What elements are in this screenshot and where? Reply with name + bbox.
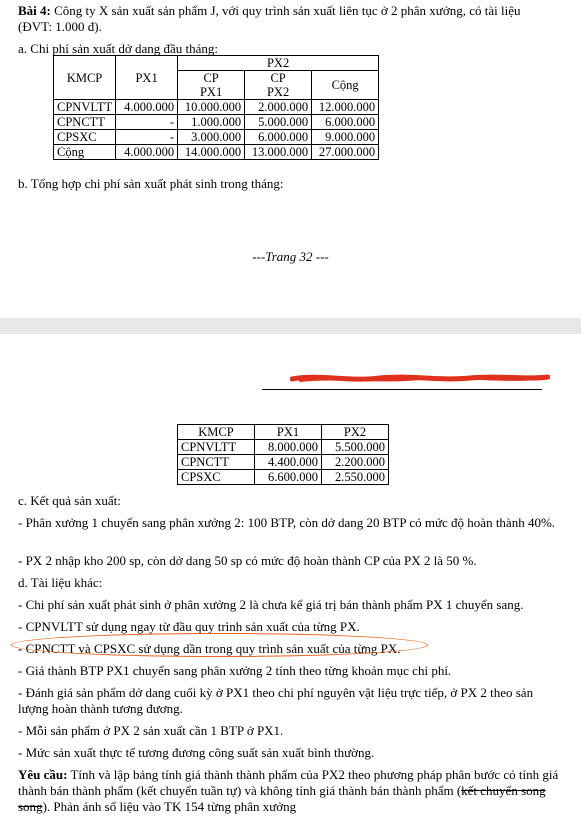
other-info-item: - CPNVLTT sử dụng ngay từ đầu quy trình sản xuất của từng PX. [18,619,360,634]
problem-intro [18,3,568,19]
document-page-1 [0,0,581,318]
opening-wip-table [53,55,379,160]
requirement-text: Tính và lập bảng tính giá thành thành phẩm của PX2 theo phương pháp phân bước có tính giá thành bán thành phẩm (kết chuyển tuần tự) và không tính giá thành bán thành phẩm ( [18,767,559,798]
header-kmcp: KMCP [54,56,116,100]
section-c-heading: c. Kết quả sản xuất: [18,493,121,508]
header-rule [262,389,542,390]
requirement-label: Yêu cầu: [18,767,68,782]
period-costs-table: KMCP PX1 PX2 CPNVLTT 8.000.000 5.500.000 CPNCTT 4.400.000 2.200.000 CPSXC 6.600.000 2.550.000 [177,424,389,485]
requirement-paragraph [18,767,563,815]
result-item: - Phân xưởng 1 chuyển sang phân xưởng 2: 100 BTP, còn dở dang 20 BTP có mức độ hoàn thành 40%. [18,515,556,530]
table-row: CPNVLTT 8.000.000 5.500.000 [178,440,389,455]
red-scribble-mark [290,370,550,386]
table-row: CPNVLTT 4.000.000 10.000.000 2.000.000 12.000.000 [54,100,379,115]
header-cp-px2: CP PX2 [245,71,312,100]
section-b-heading: b. Tổng hợp chi phí sản xuất phát sinh trong tháng: [18,176,284,191]
other-info-item: - Chi phí sản xuất phát sinh ở phân xưởng 2 là chưa kể giá trị bán thành phẩm PX 1 chuyển sang. [18,597,524,612]
result-item: - PX 2 nhập kho 200 sp, còn dở dang 50 sp có mức độ hoàn thành CP của PX 2 là 50 %. [18,553,477,568]
problem-text: Công ty X sản xuất sản phẩm J, với quy trình sản xuất liên tục ở 2 phân xưởng, có tài liệu [50,3,521,18]
table-row: Cộng 4.000.000 14.000.000 13.000.000 27.000.000 [54,145,379,160]
table-row: CPSXC 6.600.000 2.550.000 [178,470,389,485]
table-row: CPSXC - 3.000.000 6.000.000 9.000.000 [54,130,379,145]
table-row: CPNCTT - 1.000.000 5.000.000 6.000.000 [54,115,379,130]
problem-label: Bài 4: [18,3,51,18]
other-info-item: - Mức sản xuất thực tế tương đương công suất sản xuất bình thường. [18,745,375,760]
page-separator [0,318,581,334]
header-px2: PX2 [178,56,379,71]
other-info-item: - Mỗi sản phẩm ở PX 2 sản xuất cần 1 BTP ở PX1. [18,723,284,738]
other-info-item: - Đánh giá sản phẩm dở dang cuối kỳ ở PX1 theo chi phí nguyên vật liệu trực tiếp, ở PX 2 theo sản lượng hoàn thành tương đương. [18,685,534,716]
requirement-strikethrough: kết chuyển song song [18,783,546,814]
header-total: Cộng [312,71,379,100]
other-info-item: - Giá thành BTP PX1 chuyển sang phân xưởng 2 tính theo từng khoản mục chi phí. [18,663,452,678]
section-d-heading: d. Tài liệu khác: [18,575,103,590]
header-cp-px1: CP PX1 [178,71,245,100]
unit-line: (ĐVT: 1.000 đ). [18,19,102,34]
header-px1: PX1 [116,56,178,100]
page-footer: ---Trang 32 --- [252,249,329,264]
section-a-heading: a. Chi phí sản xuất dở dang đầu tháng: [18,41,219,56]
requirement-tail: ). Phản ánh số liệu vào TK 154 từng phân xưởng [42,799,297,814]
table-row: CPNCTT 4.400.000 2.200.000 [178,455,389,470]
other-info-item-circled: - CPNCTT và CPSXC sử dụng dần trong quy trình sản xuất của từng PX. [18,641,401,656]
